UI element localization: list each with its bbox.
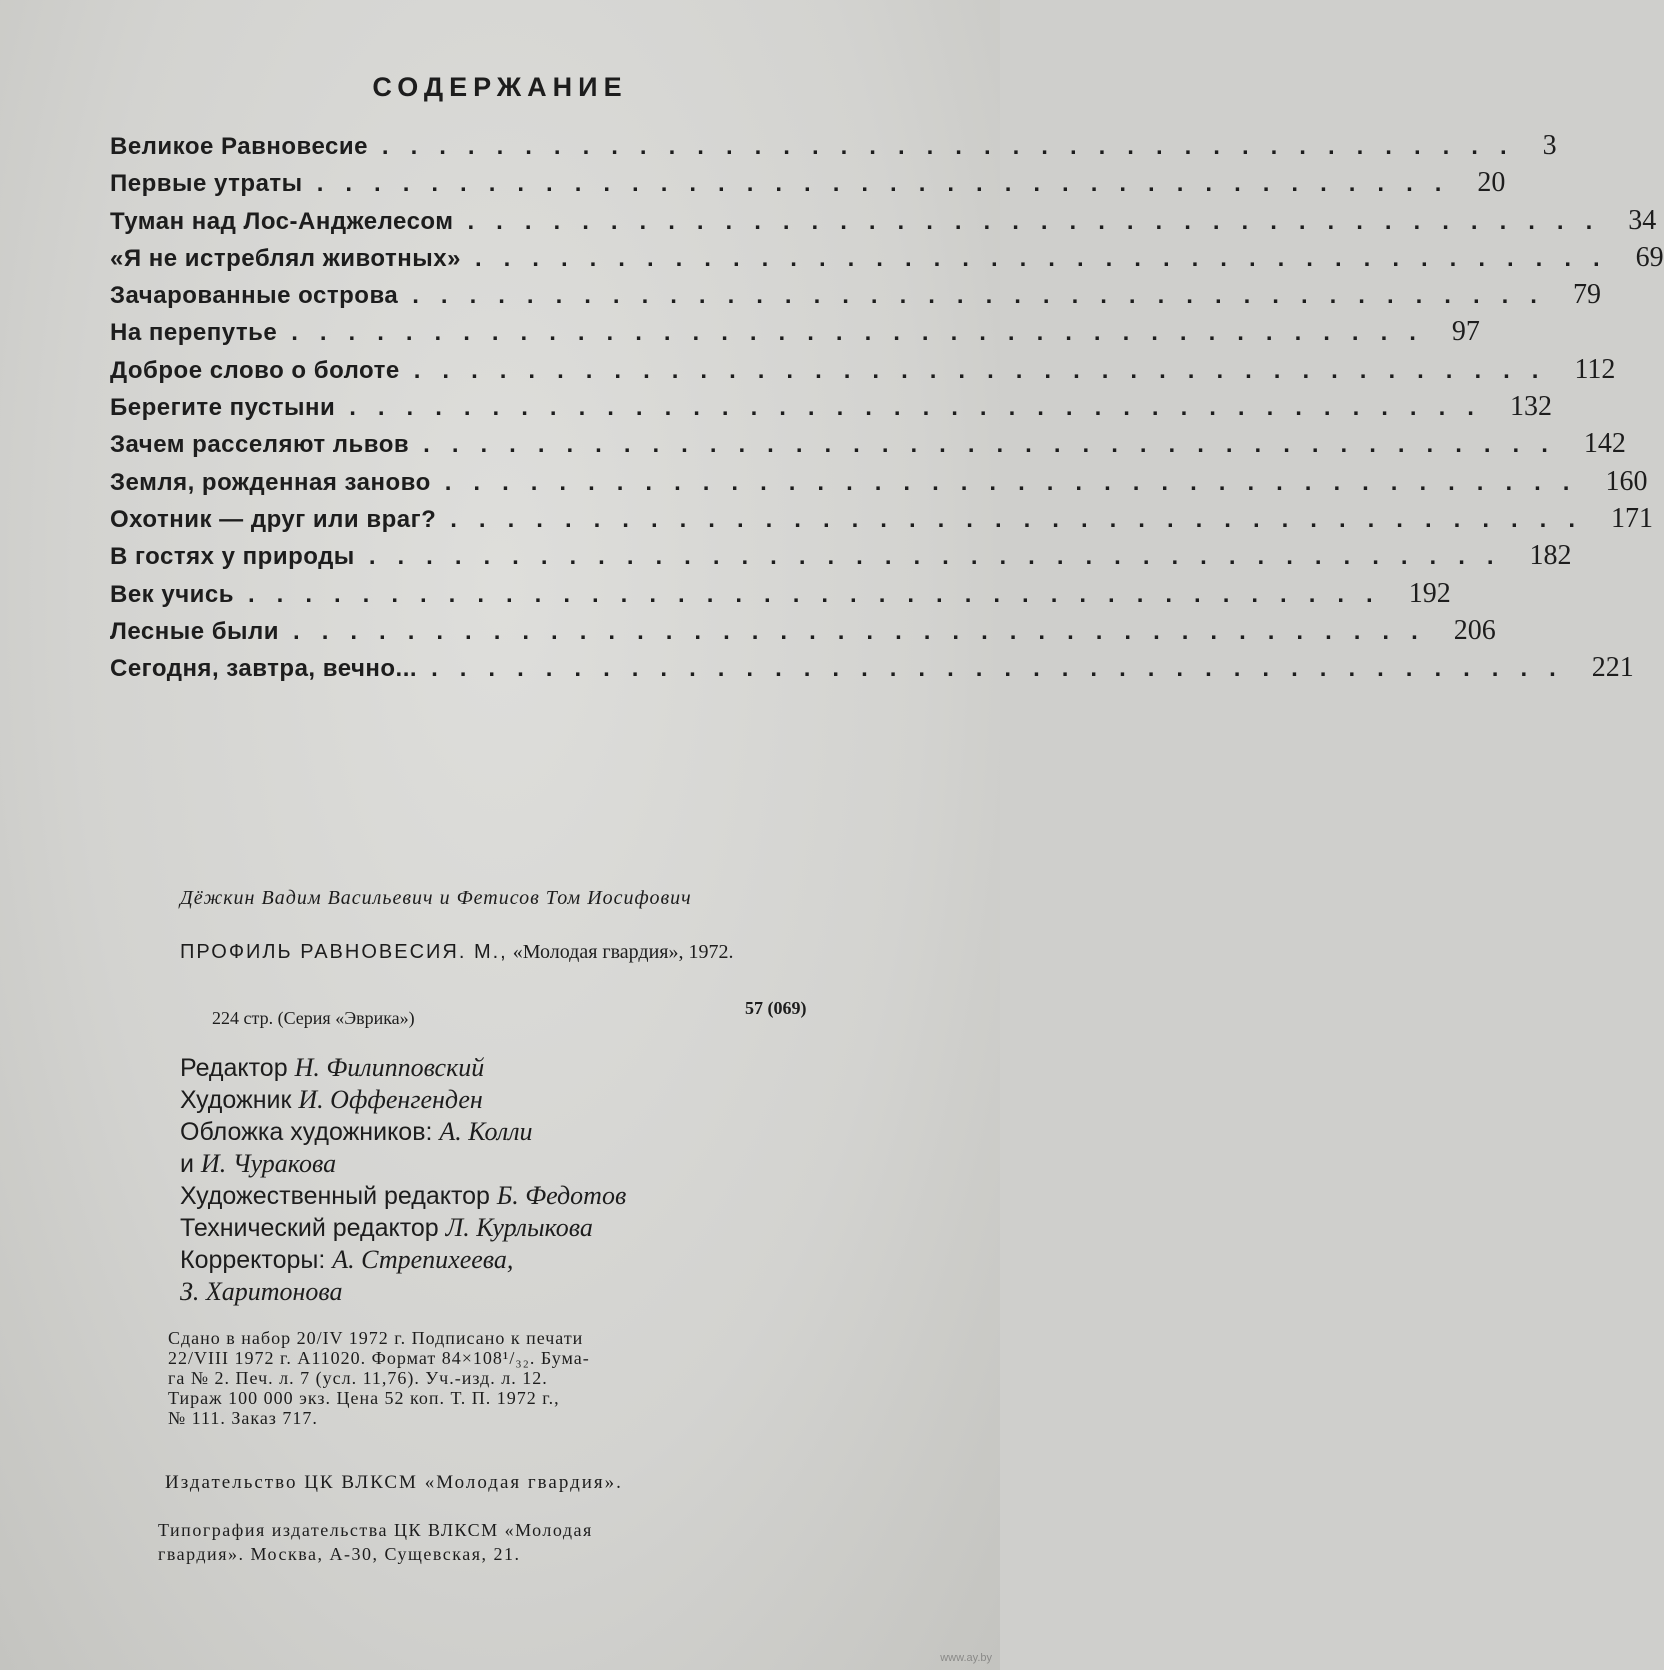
credit-line bbox=[180, 1180, 880, 1212]
credit-line bbox=[180, 1212, 880, 1244]
toc-entry-label: Охотник — друг или враг? bbox=[110, 505, 437, 533]
toc-entry-page: 192 bbox=[1408, 577, 1451, 609]
credit-names: И. Чуракова bbox=[200, 1149, 337, 1178]
imprint-author: Дёжкин Вадим Васильевич и Фетисов Том Иосифович bbox=[180, 887, 692, 909]
toc-entry bbox=[110, 316, 1480, 353]
toc-entry-label: Доброе слово о болоте bbox=[110, 356, 400, 384]
toc-entry-page: 112 bbox=[1574, 353, 1616, 385]
credit-names: И. Оффенгенден bbox=[298, 1085, 483, 1114]
toc-entry-label: В гостях у природы bbox=[110, 543, 355, 571]
toc-entry bbox=[110, 652, 1634, 689]
credit-line bbox=[180, 1276, 880, 1308]
watermark: www.ay.by bbox=[940, 1652, 992, 1664]
toc-entry bbox=[110, 241, 1664, 279]
imprint-title bbox=[180, 940, 830, 964]
toc-title: СОДЕРЖАНИЕ bbox=[372, 72, 628, 102]
toc-entry-label: «Я не истреблял животных» bbox=[110, 244, 461, 272]
print-info-block bbox=[168, 1328, 818, 1428]
toc-entry-page: 79 bbox=[1572, 279, 1601, 311]
table-of-contents bbox=[110, 130, 1664, 689]
toc-entry bbox=[110, 465, 1648, 503]
publisher-line: Издательство ЦК ВЛКСМ «Молодая гвардия». bbox=[165, 1472, 623, 1493]
toc-leader-dots: ........................................ bbox=[431, 655, 1578, 683]
credit-names: А. Колли bbox=[439, 1117, 533, 1146]
credit-line bbox=[180, 1244, 880, 1276]
toc-entry bbox=[110, 353, 1616, 391]
credit-names: Б. Федотов bbox=[496, 1181, 627, 1210]
credits-block bbox=[180, 1052, 880, 1308]
toc-entry bbox=[110, 614, 1496, 652]
toc-entry bbox=[110, 204, 1657, 242]
credit-line bbox=[180, 1084, 880, 1116]
toc-leader-dots: ........................................ bbox=[293, 617, 1440, 645]
printer-line: гвардия». Москва, А-30, Сущевская, 21. bbox=[158, 1544, 521, 1564]
credit-names: А. Стрепихеева, bbox=[332, 1245, 514, 1274]
toc-entry-page: 3 bbox=[1542, 130, 1557, 161]
toc-leader-dots: ........................................ bbox=[444, 468, 1592, 496]
toc-entry bbox=[110, 130, 1557, 167]
toc-entry-label: Зачем расселяют львов bbox=[110, 431, 410, 459]
toc-leader-dots: ........................................ bbox=[413, 356, 1561, 384]
toc-entry-page: 97 bbox=[1451, 316, 1480, 348]
toc-entry bbox=[110, 428, 1626, 465]
toc-entry-page: 206 bbox=[1453, 614, 1496, 646]
toc-leader-dots: ........................................ bbox=[423, 431, 1570, 459]
toc-entry bbox=[110, 167, 1506, 204]
credit-role: Обложка художников: bbox=[180, 1118, 433, 1146]
credit-role: Художественный редактор bbox=[180, 1182, 490, 1210]
print-info-line: Сдано в набор 20/IV 1972 г. Подписано к печати bbox=[168, 1328, 584, 1348]
toc-leader-dots: ........................................ bbox=[349, 394, 1496, 422]
toc-entry-page: 160 bbox=[1605, 465, 1648, 497]
toc-leader-dots: ........................................ bbox=[450, 505, 1597, 533]
toc-leader-dots: ........................................ bbox=[248, 580, 1395, 608]
toc-entry bbox=[110, 540, 1572, 577]
credit-role: Художник bbox=[180, 1086, 292, 1114]
imprint-code: 57 (069) bbox=[745, 998, 807, 1018]
toc-entry-page: 20 bbox=[1477, 167, 1506, 199]
toc-entry bbox=[110, 577, 1451, 615]
toc-entry-label: Первые утраты bbox=[110, 170, 303, 198]
print-info-line: Тираж 100 000 экз. Цена 52 коп. Т. П. 1972 г., bbox=[168, 1388, 560, 1408]
toc-entry-page: 182 bbox=[1529, 540, 1572, 572]
print-info-line: га № 2. Печ. л. 7 (усл. 11,76). Уч.-изд. л. 12. bbox=[168, 1368, 548, 1388]
toc-entry-page: 221 bbox=[1591, 652, 1634, 684]
toc-entry-page: 132 bbox=[1509, 391, 1552, 423]
toc-entry-page: 171 bbox=[1610, 502, 1653, 534]
credit-role: Технический редактор bbox=[180, 1214, 439, 1242]
toc-entry-label: Великое Равновесие bbox=[110, 133, 368, 160]
print-info-line: № 111. Заказ 717. bbox=[168, 1408, 318, 1428]
toc-entry-label: Сегодня, завтра, вечно... bbox=[110, 655, 418, 683]
toc-leader-dots: ........................................ bbox=[291, 319, 1438, 347]
imprint-title-rest: «Молодая гвардия», 1972. bbox=[512, 941, 734, 963]
printer-block bbox=[158, 1518, 818, 1566]
credit-role: и bbox=[180, 1150, 194, 1178]
toc-entry bbox=[110, 279, 1601, 316]
toc-leader-dots: ........................................ bbox=[474, 244, 1622, 272]
credit-names: З. Харитонова bbox=[180, 1277, 343, 1306]
toc-entry bbox=[110, 391, 1552, 428]
toc-entry-label: Берегите пустыни bbox=[110, 394, 336, 422]
toc-leader-dots: ........................................ bbox=[316, 170, 1464, 198]
toc-entry-page: 69 bbox=[1635, 241, 1664, 273]
toc-entry-page: 34 bbox=[1628, 204, 1657, 236]
credit-line bbox=[180, 1116, 880, 1148]
toc-leader-dots: ........................................ bbox=[467, 207, 1615, 235]
imprint-pages-series: 224 стр. (Серия «Эврика») bbox=[212, 1008, 415, 1028]
toc-entry-label: Лесные были bbox=[110, 617, 280, 645]
imprint-title-caps: ПРОФИЛЬ РАВНОВЕСИЯ. М., bbox=[180, 941, 508, 963]
toc-entry bbox=[110, 502, 1653, 540]
toc-leader-dots: ........................................ bbox=[381, 133, 1529, 160]
toc-entry-label: Век учись bbox=[110, 580, 234, 608]
credit-line bbox=[180, 1148, 880, 1180]
print-info-line: 22/VIII 1972 г. А11020. Формат 84×108¹/₃₂. Бума- bbox=[168, 1348, 590, 1368]
credit-line bbox=[180, 1052, 880, 1084]
toc-entry-label: Туман над Лос-Анджелесом bbox=[110, 207, 454, 235]
toc-entry-label: Земля, рожденная заново bbox=[110, 468, 431, 496]
toc-entry-page: 142 bbox=[1583, 428, 1626, 460]
credit-role: Корректоры: bbox=[180, 1246, 326, 1274]
credit-role: Редактор bbox=[180, 1054, 288, 1082]
toc-entry-label: Зачарованные острова bbox=[110, 282, 399, 310]
toc-leader-dots: ........................................ bbox=[412, 282, 1559, 310]
toc-entry-label: На перепутье bbox=[110, 319, 278, 347]
toc-leader-dots: ........................................ bbox=[368, 543, 1516, 571]
printer-line: Типография издательства ЦК ВЛКСМ «Молодая bbox=[158, 1520, 593, 1540]
credit-names: Л. Курлыкова bbox=[445, 1213, 593, 1242]
credit-names: Н. Филипповский bbox=[294, 1053, 485, 1082]
